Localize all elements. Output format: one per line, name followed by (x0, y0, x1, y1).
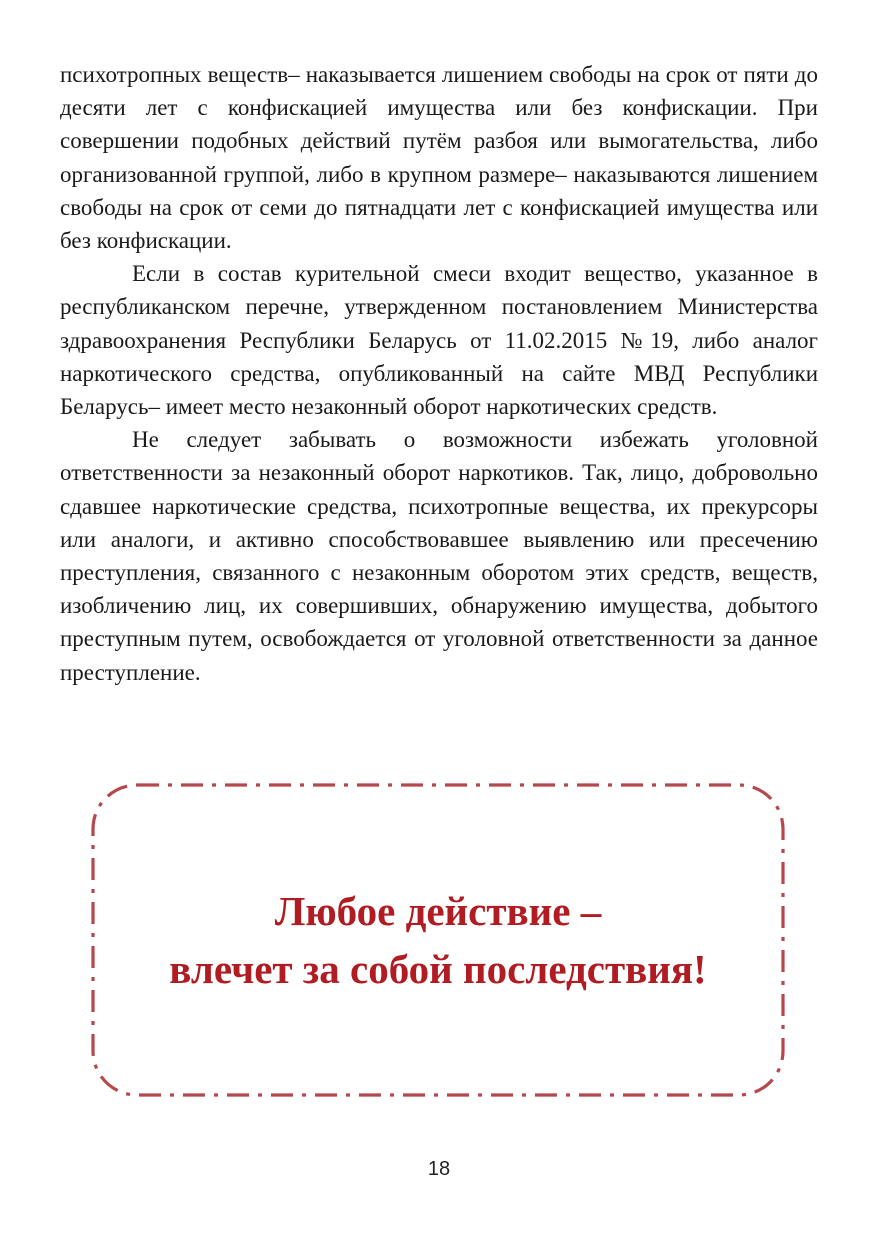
callout-line-1: Любое действие – (274, 888, 602, 934)
page-number: 18 (427, 1158, 451, 1180)
callout-message (90, 782, 786, 1098)
paragraph-1: психотропных веществ– наказывается лишением свободы на срок от пяти до десяти лет с конфискацией имущества или без конфискации. При совершении подобных действий путём разбоя или вымогательства, либо организованной группой, либо в крупном размере– наказываются лишением свободы на срок от семи до пятнадцати лет с конфискацией имущества или без конфискации. (60, 62, 818, 254)
paragraph-3: Не следует забывать о возможности избежать уголовной ответственности за незаконный оборот наркотиков. Так, лицо, добровольно сдавшее наркотические средства, психотропные вещества, их прекурсоры или аналоги, и активно способствовавшее выявлению или пресечению преступления, связанного с незаконным оборотом этих средств, веществ, изобличению лиц, их совершивших, обнаружению имущества, добытого преступным путем, освобождается от уголовной ответственности за данное преступление. (60, 427, 818, 685)
warning-callout (90, 782, 786, 1098)
document-body (60, 58, 818, 689)
callout-line-2: влечет за собой последствия! (169, 946, 707, 992)
paragraph-2: Если в состав курительной смеси входит вещество, указанное в республиканском перечне, утвержденном постановлением Министерства здравоохранения Республики Беларусь от 11.02.2015 №19, либо аналог наркотического средства, опубликованный на сайте МВД Республики Беларусь– имеет место незаконный оборот наркотических средств. (60, 261, 818, 420)
